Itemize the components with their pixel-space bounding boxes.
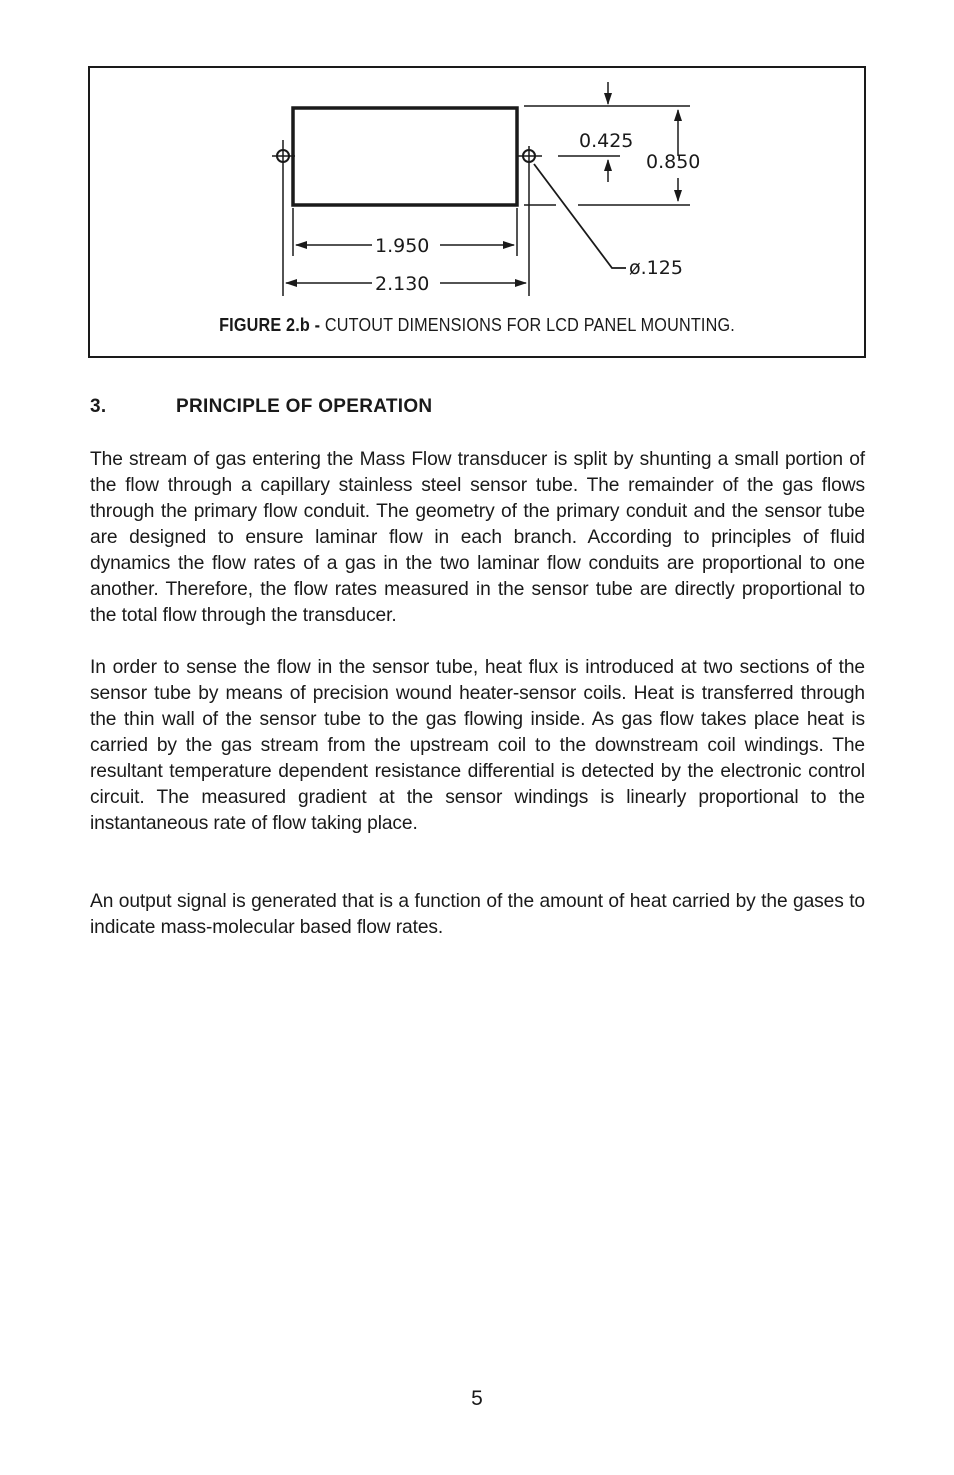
section-title: PRINCIPLE OF OPERATION <box>176 396 433 417</box>
dim-label-hole-diameter: ø.125 <box>629 257 683 279</box>
dim-label-hole-spacing: 2.130 <box>375 273 430 295</box>
paragraph-1: The stream of gas entering the Mass Flow transducer is split by shunting a small portion of the flow through a capillary stainless steel sensor tube. The remainder of the gas flows through the primary flow conduit. The geometry of the primary conduit and the sensor tube are designed to ensure laminar flow in each branch. According to principles of fluid dynamics the flow rates of a gas in the two laminar flow conduits are proportional to one another. Therefore, the flow rates measured in the sensor tube are directly proportional to the total flow through the transducer. <box>90 449 865 626</box>
paragraph-3: An output signal is generated that is a function of the amount of heat carried by the gases to indicate mass-molecular based flow rates. <box>90 891 865 938</box>
dim-label-cutout-width: 1.950 <box>375 235 430 257</box>
figure-caption-label: FIGURE 2.b - <box>219 315 321 335</box>
dim-label-half-height: 0.425 <box>579 130 634 152</box>
section-number: 3. <box>90 396 107 417</box>
paragraph-2: In order to sense the flow in the sensor tube, heat flux is introduced at two sections of the sensor tube by means of precision wound heater-sensor coils. Heat is transferred through the thin wall of the sensor tube to the gas flowing inside. As gas flow takes place heat is carried by the gas stream from the upstream coil to the downstream coil windings. The resultant temperature dependent resistance differential is detected by the electronic control circuit. The measured gradient at the sensor windings is linearly proportional to the instantaneous rate of flow taking place. <box>90 657 865 834</box>
page-number: 5 <box>471 1387 483 1410</box>
figure-box <box>88 66 866 358</box>
section-heading <box>90 396 432 418</box>
figure-caption-text: CUTOUT DIMENSIONS FOR LCD PANEL MOUNTING. <box>320 315 735 335</box>
dim-label-height: 0.850 <box>646 151 701 173</box>
cutout-rectangle <box>293 108 517 205</box>
figure-caption <box>129 315 826 336</box>
